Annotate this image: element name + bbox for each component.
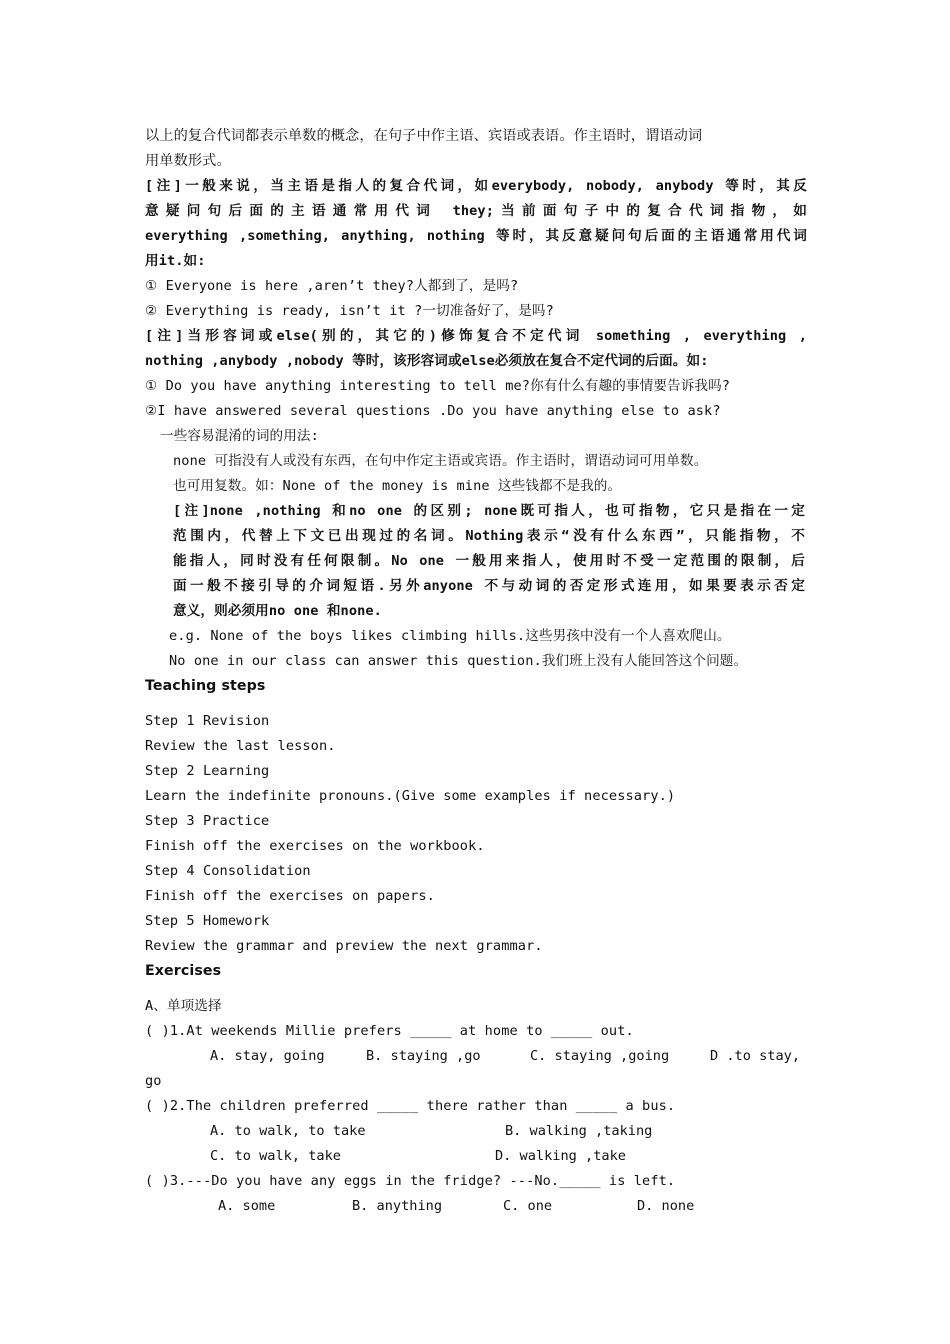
step-3-title: Step 3 Practice	[145, 813, 270, 829]
intro-line-1: 以上的复合代词都表示单数的概念，在句子中作主语、宾语或表语。作主语时，谓语动词	[145, 128, 703, 144]
none-usage-line-1: none 可指没有人或没有东西，在句中作定主语或宾语。作主语时，谓语动词可用单数。	[173, 453, 708, 469]
question-3-stem: ( )3.---Do you have any eggs in the fridge? ---No._____ is left.	[145, 1173, 676, 1189]
question-1-option-d: D .to stay,	[710, 1048, 801, 1064]
note1-line-2: 意疑问句后面的主语通常用代词 they;当前面句子中的复合代词指物，如	[145, 203, 807, 219]
teaching-steps-title: Teaching steps	[145, 678, 266, 694]
example-4: ②I have answered several questions .Do you have anything else to ask?	[145, 403, 721, 419]
step-1-desc: Review the last lesson.	[145, 738, 336, 754]
note3-line-5: 意义，则必须用no one 和none.	[173, 603, 382, 619]
step-4-title: Step 4 Consolidation	[145, 863, 311, 879]
question-1-stem: ( )1.At weekends Millie prefers _____ at home to _____ out.	[145, 1023, 634, 1039]
question-2-option-a: A. to walk, to take	[210, 1123, 366, 1139]
question-2-stem: ( )2.The children preferred _____ there rather than _____ a bus.	[145, 1098, 676, 1114]
note2-line-2: nothing ,anybody ,nobody 等时，该形容词或else必须放在复合不定代词的后面。如:	[145, 353, 709, 369]
question-3-option-b: B. anything	[352, 1198, 443, 1214]
note1-line-3: everything ,something, anything, nothing 等时，其反意疑问句后面的主语通常用代词	[145, 228, 807, 244]
question-3-option-a: A. some	[218, 1198, 276, 1214]
step-5-desc: Review the grammar and preview the next grammar.	[145, 938, 543, 954]
step-3-desc: Finish off the exercises on the workbook.	[145, 838, 485, 854]
step-2-title: Step 2 Learning	[145, 763, 270, 779]
eg-line-2: No one in our class can answer this question.我们班上没有人能回答这个问题。	[169, 653, 748, 669]
example-1: ① Everyone is here ,aren’t they?人都到了，是吗?	[145, 278, 519, 294]
question-1-option-d-wrap: go	[145, 1073, 162, 1089]
question-2-option-d: D. walking ,take	[495, 1148, 626, 1164]
step-2-desc: Learn the indefinite pronouns.(Give some examples if necessary.)	[145, 788, 676, 804]
note1-line-4: 用it.如:	[145, 253, 206, 269]
question-3-option-c: C. one	[503, 1198, 553, 1214]
question-2-option-b: B. walking ,taking	[505, 1123, 653, 1139]
note3-line-2: 范围内，代替上下文已出现过的名词。Nothing表示“没有什么东西”，只能指物，不	[173, 528, 805, 544]
step-5-title: Step 5 Homework	[145, 913, 270, 929]
question-1-option-c: C. staying ,going	[530, 1048, 670, 1064]
eg-line-1: e.g. None of the boys likes climbing hills.这些男孩中没有一个人喜欢爬山。	[169, 628, 731, 644]
question-1-option-b: B. staying ,go	[366, 1048, 481, 1064]
note1-line-1: [注]一般来说，当主语是指人的复合代词，如everybody, nobody, anybody 等时，其反	[145, 178, 807, 194]
note2-line-1: [注]当形容词或else(别的，其它的)修饰复合不定代词 something , everything ,	[145, 328, 807, 344]
note3-line-3: 能指人，同时没有任何限制。No one 一般用来指人，使用时不受一定范围的限制，后	[173, 553, 805, 569]
note3-line-1: [注]none ,nothing 和no one 的区别; none既可指人，也可指物，它只是指在一定	[173, 503, 805, 519]
section-a-title: A、单项选择	[145, 998, 222, 1014]
question-2-option-c: C. to walk, take	[210, 1148, 341, 1164]
none-usage-line-2: 也可用复数。如：None of the money is mine 这些钱都不是我的。	[173, 478, 622, 494]
intro-line-2: 用单数形式。	[145, 153, 231, 169]
note3-line-4: 面一般不接引导的介词短语.另外anyone 不与动词的否定形式连用，如果要表示否定	[173, 578, 805, 594]
confusing-words-title: 一些容易混淆的词的用法:	[160, 428, 319, 444]
exercises-title: Exercises	[145, 963, 222, 979]
step-4-desc: Finish off the exercises on papers.	[145, 888, 435, 904]
step-1-title: Step 1 Revision	[145, 713, 270, 729]
example-2: ② Everything is ready, isn’t it ?一切准备好了，是吗?	[145, 303, 554, 319]
question-1-option-a: A. stay, going	[210, 1048, 325, 1064]
question-3-option-d: D. none	[637, 1198, 695, 1214]
example-3: ① Do you have anything interesting to tell me?你有什么有趣的事情要告诉我吗?	[145, 378, 731, 394]
